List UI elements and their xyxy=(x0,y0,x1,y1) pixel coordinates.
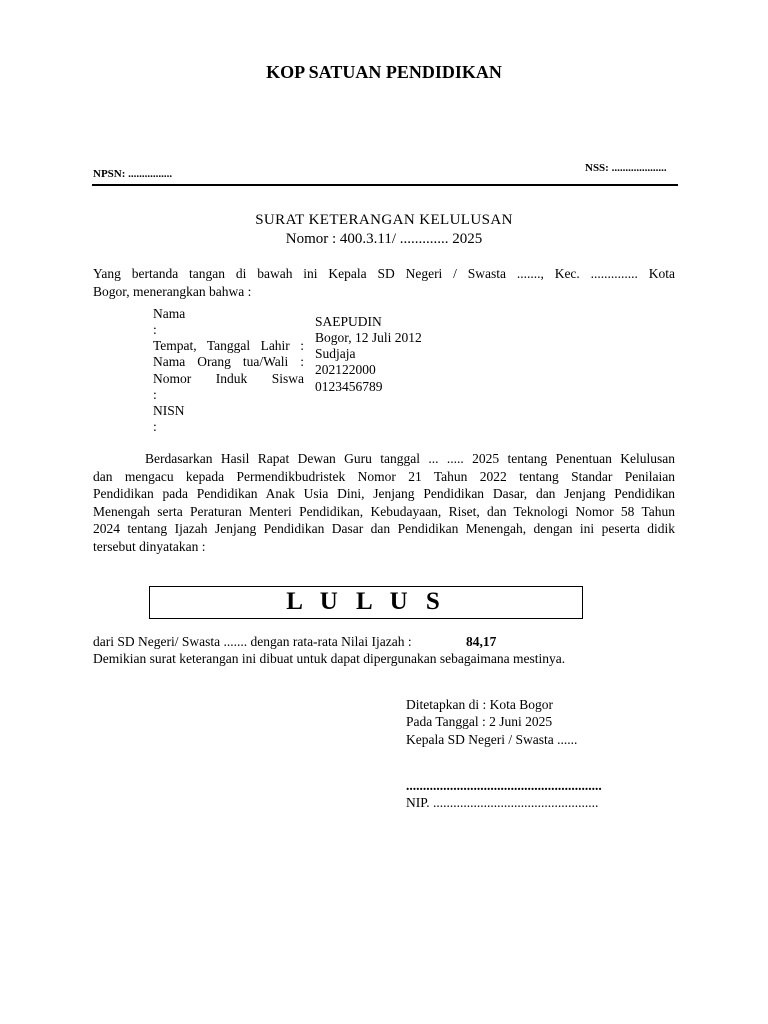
label-nomor-induk: Nomor Induk Siswa xyxy=(153,371,304,386)
letter-number: Nomor : 400.3.11/ ............. 2025 xyxy=(285,231,483,247)
label-colon: : xyxy=(153,387,157,402)
decision-line: dan mengacu kepada Permendikbudristek Nomor 21 Tahun 2022 tentang Standar Penilaian xyxy=(93,468,675,484)
label-nisn: NISN xyxy=(153,403,185,418)
signature-place: Ditetapkan di : Kota Bogor xyxy=(406,697,553,712)
intro-paragraph xyxy=(93,265,675,300)
value-nisn: 0123456789 xyxy=(315,379,383,394)
nss-field: NSS: .................... xyxy=(585,162,667,174)
decision-line: tersebut dinyatakan : xyxy=(93,538,206,554)
signature-nip: NIP. ................................................. xyxy=(406,795,599,810)
decision-line: 2024 tentang Ijazah Jenjang Pendidikan Dasar dan Pendidikan Menengah, dengan ini peserta didik xyxy=(93,521,675,536)
decision-paragraph xyxy=(93,450,675,555)
label-orang-tua: Nama Orang tua/Wali : xyxy=(153,354,304,369)
value-tempat-tanggal-lahir: Bogor, 12 Juli 2012 xyxy=(315,330,422,345)
npsn-field: NPSN: ................ xyxy=(93,168,173,180)
label-colon: : xyxy=(153,419,157,434)
signature-position: Kepala SD Negeri / Swasta ...... xyxy=(406,732,578,747)
decision-line: Berdasarkan Hasil Rapat Dewan Guru tanggal ... ..... 2025 tentang Penentuan Kelulusan xyxy=(145,451,675,466)
signature-date: Pada Tanggal : 2 Juni 2025 xyxy=(406,714,553,729)
value-nama: SAEPUDIN xyxy=(315,314,382,329)
value-orang-tua: Sudjaja xyxy=(315,346,356,361)
header-divider xyxy=(92,184,678,186)
signature-name-line: .......................................................... xyxy=(406,778,602,793)
letter-title: SURAT KETERANGAN KELULUSAN xyxy=(255,212,513,228)
label-colon: : xyxy=(153,322,157,337)
label-tempat-tanggal-lahir: Tempat, Tanggal Lahir : xyxy=(153,338,304,353)
intro-line-1: Yang bertanda tangan di bawah ini Kepala SD Negeri / Swasta ......., Kec. .............. Kota xyxy=(93,266,675,281)
value-nomor-induk: 202122000 xyxy=(315,362,376,377)
kop-title: KOP SATUAN PENDIDIKAN xyxy=(266,62,502,82)
school-average-line: dari SD Negeri/ Swasta ....... dengan rata-rata Nilai Ijazah : xyxy=(93,634,412,649)
decision-line: Menengah serta Peraturan Menteri Pendidikan, Kebudayaan, Riset, dan Teknologi Nomor 58 Tahun xyxy=(93,503,675,519)
average-score: 84,17 xyxy=(466,634,497,649)
result-status: L U L U S xyxy=(286,588,446,615)
decision-line: Pendidikan pada Pendidikan Anak Usia Dini, Jenjang Pendidikan Dasar, dan Jenjang Pendidikan xyxy=(93,486,675,501)
closing-statement: Demikian surat keterangan ini dibuat untuk dapat dipergunakan sebagaimana mestinya. xyxy=(93,651,566,666)
intro-line-2: Bogor, menerangkan bahwa : xyxy=(93,283,252,299)
label-nama: Nama xyxy=(153,306,186,321)
